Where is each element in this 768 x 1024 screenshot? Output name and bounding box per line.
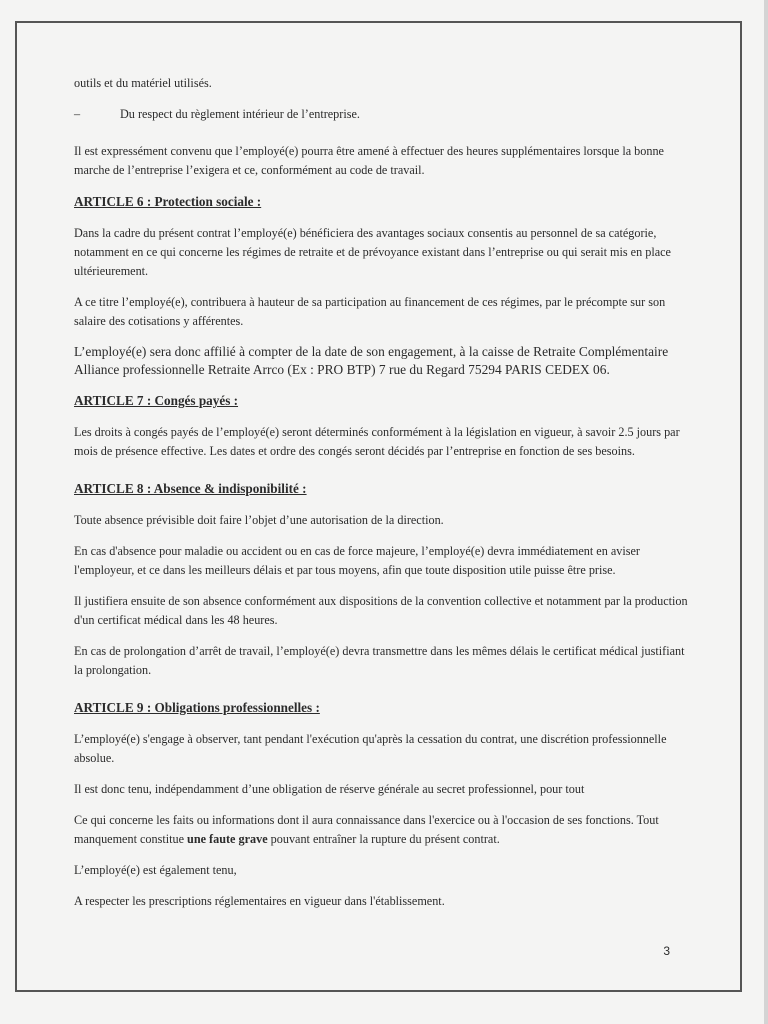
scan-edge bbox=[764, 0, 768, 1024]
article-7-paragraph-1: Les droits à congés payés de l’employé(e) seront déterminés conformément à la législation en vigueur, à savoir 2.5 jours par mois de présence effective. Les dates et ordre des congés seront décidés par l’entreprise en fonction de ses besoins. bbox=[74, 425, 680, 458]
article-8-paragraph-3: Il justifiera ensuite de son absence conformément aux dispositions de la convention collective et notamment par la production d'un certificat médical dans les 48 heures. bbox=[74, 594, 688, 627]
article-8-paragraph-2: En cas d'absence pour maladie ou accident ou en cas de force majeure, l’employé(e) devra immédiatement en aviser l'employeur, et ce dans les meilleurs délais et par tous moyens, afin que toute disposition utile puisse être prise. bbox=[74, 544, 640, 577]
paragraph-overtime: Il est expressément convenu que l’employé(e) pourra être amené à effectuer des heures supplémentaires lorsque la bonne marche de l’entreprise l’exigera et ce, conformément au code de travail. bbox=[74, 144, 664, 177]
page-number: 3 bbox=[663, 944, 670, 958]
article-9-paragraph-3 bbox=[74, 811, 692, 849]
heading-article-6: ARTICLE 6 : Protection sociale : bbox=[74, 194, 262, 209]
document-body bbox=[74, 74, 692, 911]
bullet-item bbox=[74, 105, 692, 124]
article-9-paragraph-3-text-b: pouvant entraîner la rupture du présent contrat. bbox=[267, 832, 500, 846]
paragraph-tools: outils et du matériel utilisés. bbox=[74, 76, 212, 90]
heading-article-9: ARTICLE 9 : Obligations professionnelles : bbox=[74, 700, 320, 715]
article-9-paragraph-1: L’employé(e) s'engage à observer, tant pendant l'exécution qu'après la cessation du contrat, une discrétion professionnelle absolue. bbox=[74, 732, 667, 765]
article-9-paragraph-4: L’employé(e) est également tenu, bbox=[74, 863, 237, 877]
bullet-dash: – bbox=[74, 107, 81, 121]
article-8-paragraph-1: Toute absence prévisible doit faire l’objet d’une autorisation de la direction. bbox=[74, 513, 444, 527]
faute-grave-emphasis: une faute grave bbox=[187, 832, 268, 846]
heading-article-7: ARTICLE 7 : Congés payés : bbox=[74, 393, 239, 408]
article-9-paragraph-5: A respecter les prescriptions réglementaires en vigueur dans l'établissement. bbox=[74, 894, 445, 908]
bullet-text: Du respect du règlement intérieur de l’entreprise. bbox=[120, 107, 360, 121]
article-6-paragraph-1: Dans la cadre du présent contrat l’employé(e) bénéficiera des avantages sociaux consentis au personnel de sa catégorie, notamment en ce qui concerne les régimes de retraite et de prévoyance existant dans l’entreprise ou qui serait mis en place ultérieurement. bbox=[74, 226, 671, 278]
article-9-paragraph-3-text-a: Ce qui concerne les faits ou informations dont il aura connaissance dans l'exercice ou à l'occasion de ses fonctions. Tout manquement constitue bbox=[74, 813, 659, 846]
article-8-paragraph-4: En cas de prolongation d’arrêt de travail, l’employé(e) devra transmettre dans les mêmes délais le certificat médical justifiant la prolongation. bbox=[74, 644, 685, 677]
article-6-paragraph-2: A ce titre l’employé(e), contribuera à hauteur de sa participation au financement de ces régimes, par le précompte sur son salaire des cotisations y afférentes. bbox=[74, 295, 666, 328]
article-6-paragraph-3: L’employé(e) sera donc affilié à compter de la date de son engagement, à la caisse de Retraite Complémentaire Alliance professionnelle Retraite Arrco (Ex : PRO BTP) 7 rue du Regard 75294 PARIS CEDEX 06. bbox=[74, 344, 669, 377]
heading-article-8: ARTICLE 8 : Absence & indisponibilité : bbox=[74, 481, 307, 496]
article-9-paragraph-2: Il est donc tenu, indépendamment d’une obligation de réserve générale au secret professionnel, pour tout bbox=[74, 782, 585, 796]
